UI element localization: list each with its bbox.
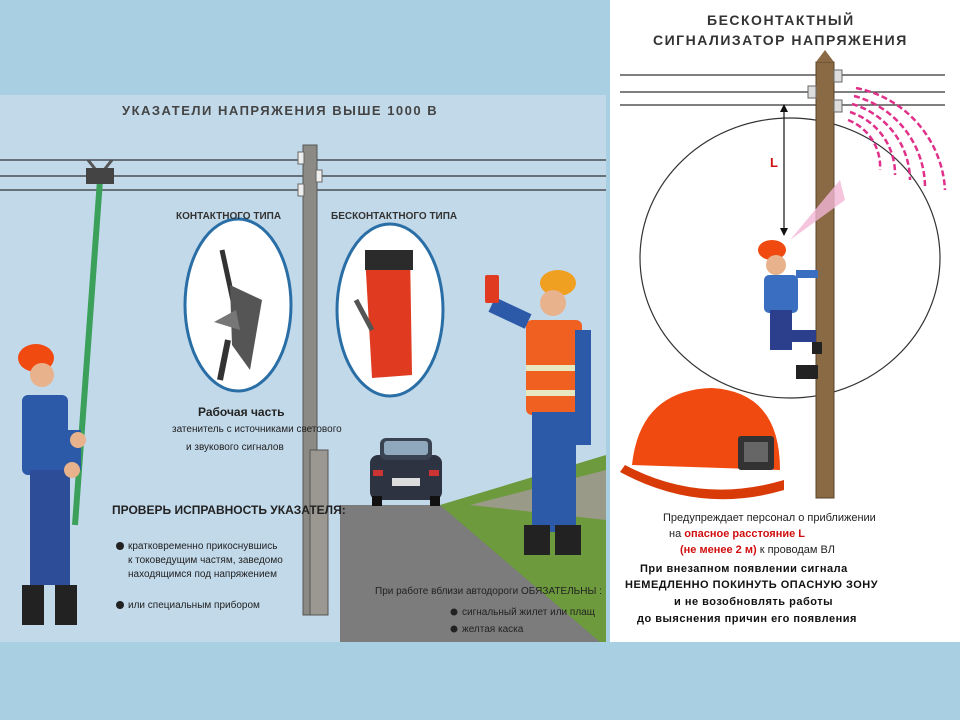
- right-power-lines: [620, 75, 945, 105]
- worker-with-rod-icon: [18, 160, 114, 625]
- road-item-1: сигнальный жилет или плащ: [462, 607, 595, 618]
- bullet-icon: [451, 626, 458, 633]
- warn-line2-prefix: на: [669, 528, 682, 540]
- contact-type-label: КОНТАКТНОГО ТИПА: [176, 211, 282, 222]
- road-item-2: желтая каска: [462, 624, 524, 635]
- signal-line2: НЕМЕДЛЕННО ПОКИНУТЬ ОПАСНУЮ ЗОНУ: [625, 579, 879, 591]
- check-title: ПРОВЕРЬ ИСПРАВНОСТЬ УКАЗАТЕЛЯ:: [112, 503, 346, 517]
- bullet1-line3: находящимся под напряжением: [128, 569, 277, 580]
- distance-label: L: [770, 155, 778, 170]
- bullet-icon: [116, 601, 124, 609]
- car-icon: [370, 438, 442, 506]
- road-note: При работе вблизи автодороги ОБЯЗАТЕЛЬНЫ :: [375, 586, 602, 597]
- warn-line3-highlight: (не менее 2 м): [680, 544, 757, 556]
- bullet-icon: [116, 542, 124, 550]
- warn-line1: Предупреждает персонал о приближении: [663, 512, 876, 524]
- contact-indicator-icon: [185, 219, 291, 391]
- bullet-icon: [451, 609, 458, 616]
- danger-zone-circle: [640, 118, 940, 398]
- working-part-desc-1: затенитель с источниками светового: [172, 424, 342, 435]
- signal-line1: При внезапном появлении сигнала: [640, 563, 848, 575]
- working-part-title: Рабочая часть: [198, 405, 285, 419]
- signal-line3: и не возобновлять работы: [674, 596, 833, 608]
- right-title-line2: СИГНАЛИЗАТОР НАПРЯЖЕНИЯ: [653, 32, 908, 48]
- bullet1-line1: кратковременно прикоснувшись: [128, 541, 278, 552]
- left-title: УКАЗАТЕЛИ НАПРЯЖЕНИЯ ВЫШЕ 1000 В: [122, 103, 439, 118]
- bullet1-line2: к токоведущим частям, заведомо: [128, 555, 283, 566]
- warn-line2-highlight: опасное расстояние L: [684, 528, 806, 540]
- right-pole: [816, 62, 834, 498]
- bullet2: или специальным прибором: [128, 600, 260, 611]
- signal-line4: до выяснения причин его появления: [637, 613, 857, 625]
- warn-line3-suffix: к проводам ВЛ: [759, 544, 835, 556]
- warn-line3: [680, 544, 835, 556]
- right-title-line1: БЕСКОНТАКТНЫЙ: [707, 12, 855, 28]
- helmet-with-device-icon: [620, 388, 784, 499]
- noncontact-indicator-icon: [337, 224, 443, 396]
- working-part-desc-2: и звукового сигналов: [186, 442, 284, 453]
- noncontact-type-label: БЕСКОНТАКТНОГО ТИПА: [331, 211, 458, 222]
- warn-line2: [669, 528, 805, 540]
